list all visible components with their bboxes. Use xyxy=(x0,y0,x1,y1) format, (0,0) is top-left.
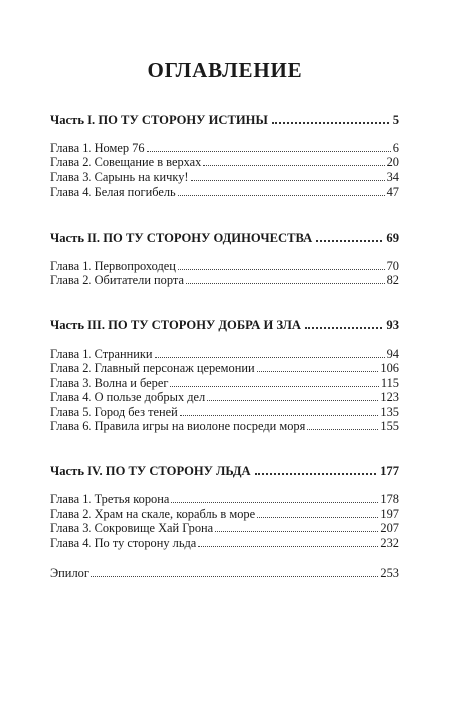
toc-entry-page-number: 5 xyxy=(392,113,399,127)
toc-entry-page-number: 6 xyxy=(392,141,399,155)
toc-entry-title: Глава 3. Сокровище Хай Грона xyxy=(50,521,214,535)
toc-entry-page-number: 232 xyxy=(380,536,399,550)
toc-chapter-entry xyxy=(50,170,399,184)
toc-entry-page-number: 70 xyxy=(386,259,399,273)
dot-leader xyxy=(147,150,391,152)
toc-entry-page-number: 69 xyxy=(386,231,399,245)
dot-leader xyxy=(257,370,379,372)
toc-entry-title: Глава 6. Правила игры на виолоне посреди моря xyxy=(50,419,306,433)
dot-leader xyxy=(155,356,385,358)
toc-entry-page-number: 155 xyxy=(380,419,399,433)
toc-entry-page-number: 135 xyxy=(380,405,399,419)
toc-part-entry xyxy=(50,113,399,127)
dot-leader xyxy=(186,282,385,284)
toc-entry-page-number: 106 xyxy=(380,361,399,375)
toc-entry-title: Глава 2. Главный персонаж церемонии xyxy=(50,361,255,375)
toc-entry-title: Эпилог xyxy=(50,566,89,580)
dot-leader xyxy=(207,399,378,401)
toc-entry-title: Глава 3. Сарынь на кичку! xyxy=(50,170,189,184)
dot-leader xyxy=(180,414,379,416)
dot-leader xyxy=(203,164,384,166)
toc-entry-title: Часть IV. ПО ТУ СТОРОНУ ЛЬДА xyxy=(50,464,251,478)
toc-entry-page-number: 207 xyxy=(380,521,399,535)
toc-entry-page-number: 20 xyxy=(386,155,399,169)
toc-chapter-entry xyxy=(50,405,399,419)
toc-entry-title: Глава 1. Номер 76 xyxy=(50,141,145,155)
toc-chapter-entry xyxy=(50,376,399,390)
dot-leader xyxy=(272,121,389,124)
toc-entry-page-number: 197 xyxy=(380,507,399,521)
toc-entry-title: Глава 4. Белая погибель xyxy=(50,185,176,199)
toc-entry-title: Глава 1. Первопроходец xyxy=(50,259,176,273)
toc-chapter-entry xyxy=(50,347,399,361)
toc-part-entry xyxy=(50,231,399,245)
toc-chapter-entry xyxy=(50,566,399,580)
toc-entry-page-number: 177 xyxy=(380,464,399,478)
page-title: ОГЛАВЛЕНИЕ xyxy=(147,58,303,82)
toc-chapter-entry xyxy=(50,390,399,404)
dot-leader xyxy=(91,575,379,577)
toc-entry-title: Глава 3. Волна и берег xyxy=(50,376,169,390)
toc-entry-page-number: 93 xyxy=(386,318,399,332)
toc-entry-title: Глава 4. По ту сторону льда xyxy=(50,536,197,550)
toc-part-entry xyxy=(50,318,399,332)
toc-entry-page-number: 253 xyxy=(380,566,399,580)
dot-leader xyxy=(305,326,382,329)
dot-leader xyxy=(215,530,378,532)
toc-chapter-entry xyxy=(50,507,399,521)
toc-entry-title: Глава 1. Третья корона xyxy=(50,492,170,506)
toc-chapter-entry xyxy=(50,155,399,169)
toc-chapter-entry xyxy=(50,185,399,199)
toc-entry-title: Глава 2. Совещание в верхах xyxy=(50,155,202,169)
dot-leader xyxy=(178,194,385,196)
toc-part-entry xyxy=(50,464,399,478)
toc-entry-title: Глава 1. Странники xyxy=(50,347,153,361)
toc-entry-page-number: 82 xyxy=(386,273,399,287)
dot-leader xyxy=(171,501,378,503)
toc-entry-page-number: 94 xyxy=(386,347,399,361)
toc-chapter-entry xyxy=(50,273,399,287)
toc-entry-page-number: 178 xyxy=(380,492,399,506)
toc-chapter-entry xyxy=(50,419,399,433)
toc-entry-page-number: 47 xyxy=(386,185,399,199)
toc-entry-title: Глава 5. Город без теней xyxy=(50,405,178,419)
dot-leader xyxy=(316,239,382,242)
dot-leader xyxy=(257,516,378,518)
toc-chapter-entry xyxy=(50,361,399,375)
toc-chapter-entry xyxy=(50,521,399,535)
toc-entry-page-number: 115 xyxy=(380,376,399,390)
dot-leader xyxy=(198,545,378,547)
toc-chapter-entry xyxy=(50,536,399,550)
toc-entry-title: Глава 2. Обитатели порта xyxy=(50,273,184,287)
toc-entry-page-number: 34 xyxy=(386,170,399,184)
toc-chapter-entry xyxy=(50,259,399,273)
toc-entry-title: Глава 2. Храм на скале, корабль в море xyxy=(50,507,256,521)
toc-entry-title: Часть III. ПО ТУ СТОРОНУ ДОБРА И ЗЛА xyxy=(50,318,302,332)
dot-leader xyxy=(170,385,378,387)
toc-chapter-entry xyxy=(50,492,399,506)
toc-chapter-entry xyxy=(50,141,399,155)
toc-entry-title: Часть II. ПО ТУ СТОРОНУ ОДИНОЧЕСТВА xyxy=(50,231,313,245)
toc-entry-page-number: 123 xyxy=(380,390,399,404)
toc-entry-title: Часть I. ПО ТУ СТОРОНУ ИСТИНЫ xyxy=(50,113,268,127)
dot-leader xyxy=(178,268,385,270)
dot-leader xyxy=(191,179,385,181)
toc-entry-title: Глава 4. О пользе добрых дел xyxy=(50,390,206,404)
dot-leader xyxy=(255,472,377,475)
dot-leader xyxy=(307,428,378,430)
